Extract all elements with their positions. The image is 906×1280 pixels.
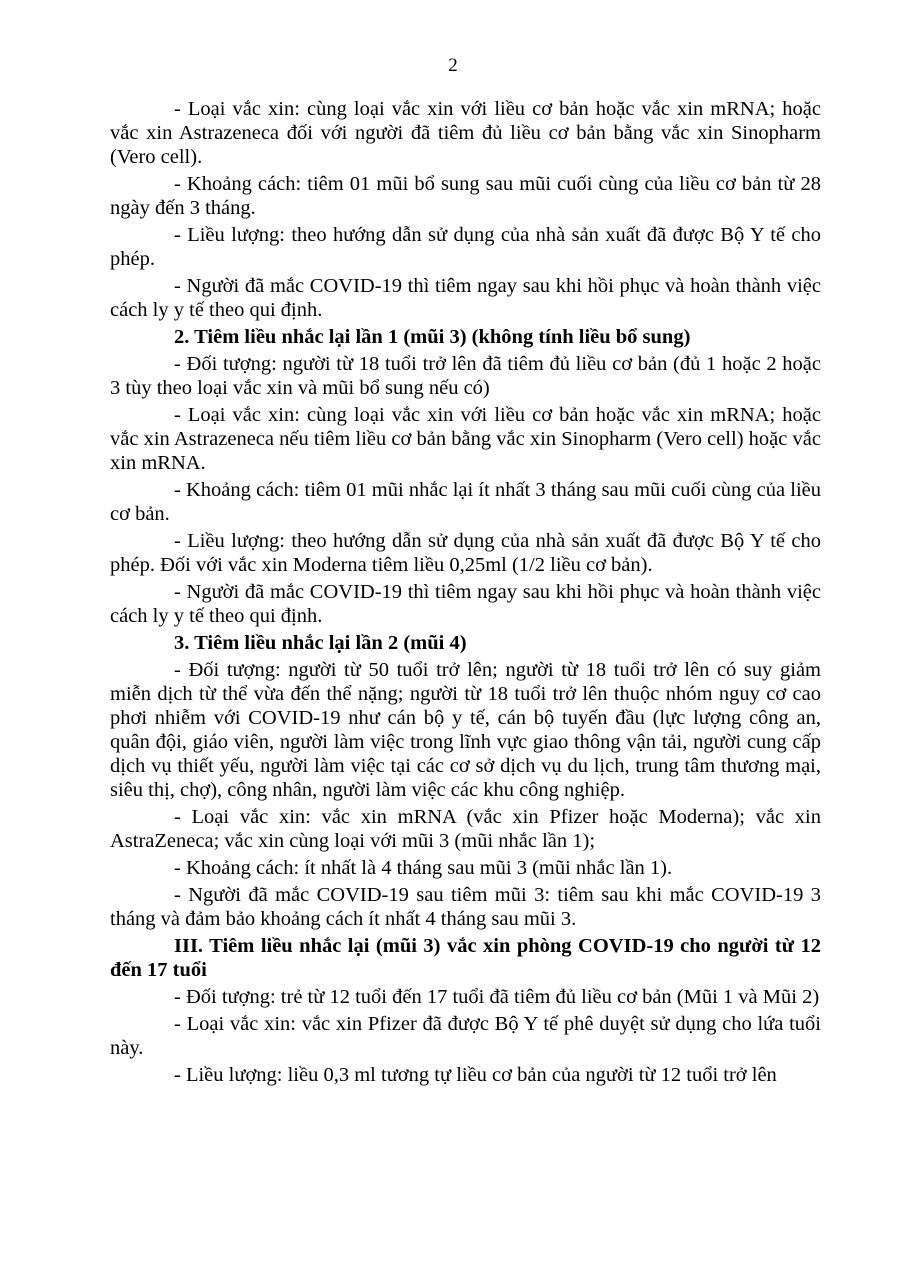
paragraph-target-booster-2: - Đối tượng: người từ 50 tuổi trở lên; người từ 18 tuổi trở lên có suy giảm miễn dịch từ thể vừa đến thể nặng; người từ 18 tuổi trở lên thuộc nhóm nguy cơ cao phơi nhiễm với COVID-19 như cán bộ y tế, cán bộ tuyến đầu (lực lượng công an, quân đội, giáo viên, người làm việc trong lĩnh vực giao thông vận tải, người cung cấp dịch vụ thiết yếu, người làm việc tại các cơ sở dịch vụ du lịch, trung tâm thương mại, siêu thị, chợ), công nhân, người làm việc các khu công nghiệp. xyxy=(110,659,821,801)
paragraph-vaccine-type-children: - Loại vắc xin: vắc xin Pfizer đã được Bộ Y tế phê duyệt sử dụng cho lứa tuổi này. xyxy=(110,1013,821,1059)
paragraph-dosage-additional: - Liều lượng: theo hướng dẫn sử dụng của nhà sản xuất đã được Bộ Y tế cho phép. xyxy=(110,224,821,270)
paragraph-interval-additional: - Khoảng cách: tiêm 01 mũi bổ sung sau mũi cuối cùng của liều cơ bản từ 28 ngày đến 3 tháng. xyxy=(110,173,821,219)
section-heading-children-booster: III. Tiêm liều nhắc lại (mũi 3) vắc xin phòng COVID-19 cho người từ 12 đến 17 tuổi xyxy=(110,935,821,981)
paragraph-covid-recovered-booster-2: - Người đã mắc COVID-19 sau tiêm mũi 3: tiêm sau khi mắc COVID-19 3 tháng và đảm bảo khoảng cách ít nhất 4 tháng sau mũi 3. xyxy=(110,884,821,930)
paragraph-vaccine-type-booster-2: - Loại vắc xin: vắc xin mRNA (vắc xin Pfizer hoặc Moderna); vắc xin AstraZeneca; vắc xin cùng loại với mũi 3 (mũi nhắc lần 1); xyxy=(110,806,821,852)
section-heading-booster-1: 2. Tiêm liều nhắc lại lần 1 (mũi 3) (không tính liều bổ sung) xyxy=(174,326,691,348)
paragraph-dosage-booster-1: - Liều lượng: theo hướng dẫn sử dụng của nhà sản xuất đã được Bộ Y tế cho phép. Đối với vắc xin Moderna tiêm liều 0,25ml (1/2 liều cơ bản). xyxy=(110,530,821,576)
paragraph-target-booster-1: - Đối tượng: người từ 18 tuổi trở lên đã tiêm đủ liều cơ bản (đủ 1 hoặc 2 hoặc 3 tùy theo loại vắc xin và mũi bổ sung nếu có) xyxy=(110,353,821,399)
paragraph-vaccine-type-additional: - Loại vắc xin: cùng loại vắc xin với liều cơ bản hoặc vắc xin mRNA; hoặc vắc xin Astrazeneca đối với người đã tiêm đủ liều cơ bản bằng vắc xin Sinopharm (Vero cell). xyxy=(110,98,821,168)
paragraph-covid-recovered-additional: - Người đã mắc COVID-19 thì tiêm ngay sau khi hồi phục và hoàn thành việc cách ly y tế theo qui định. xyxy=(110,275,821,321)
paragraph-interval-booster-2: - Khoảng cách: ít nhất là 4 tháng sau mũi 3 (mũi nhắc lần 1). xyxy=(174,857,673,879)
page-number: 2 xyxy=(448,55,458,76)
paragraph-vaccine-type-booster-1: - Loại vắc xin: cùng loại vắc xin với liều cơ bản hoặc vắc xin mRNA; hoặc vắc xin Astrazeneca nếu tiêm liều cơ bản bằng vắc xin Sinopharm (Vero cell) hoặc vắc xin mRNA. xyxy=(110,404,821,474)
paragraph-interval-booster-1: - Khoảng cách: tiêm 01 mũi nhắc lại ít nhất 3 tháng sau mũi cuối cùng của liều cơ bản. xyxy=(110,479,821,525)
paragraph-dosage-children: - Liều lượng: liều 0,3 ml tương tự liều cơ bản của người từ 12 tuổi trở lên xyxy=(174,1064,777,1086)
section-heading-booster-2: 3. Tiêm liều nhắc lại lần 2 (mũi 4) xyxy=(174,632,467,654)
paragraph-target-children: - Đối tượng: trẻ từ 12 tuổi đến 17 tuổi đã tiêm đủ liều cơ bản (Mũi 1 và Mũi 2) xyxy=(174,986,820,1008)
document-body xyxy=(110,97,821,1090)
paragraph-covid-recovered-booster-1: - Người đã mắc COVID-19 thì tiêm ngay sau khi hồi phục và hoàn thành việc cách ly y tế theo qui định. xyxy=(110,581,821,627)
